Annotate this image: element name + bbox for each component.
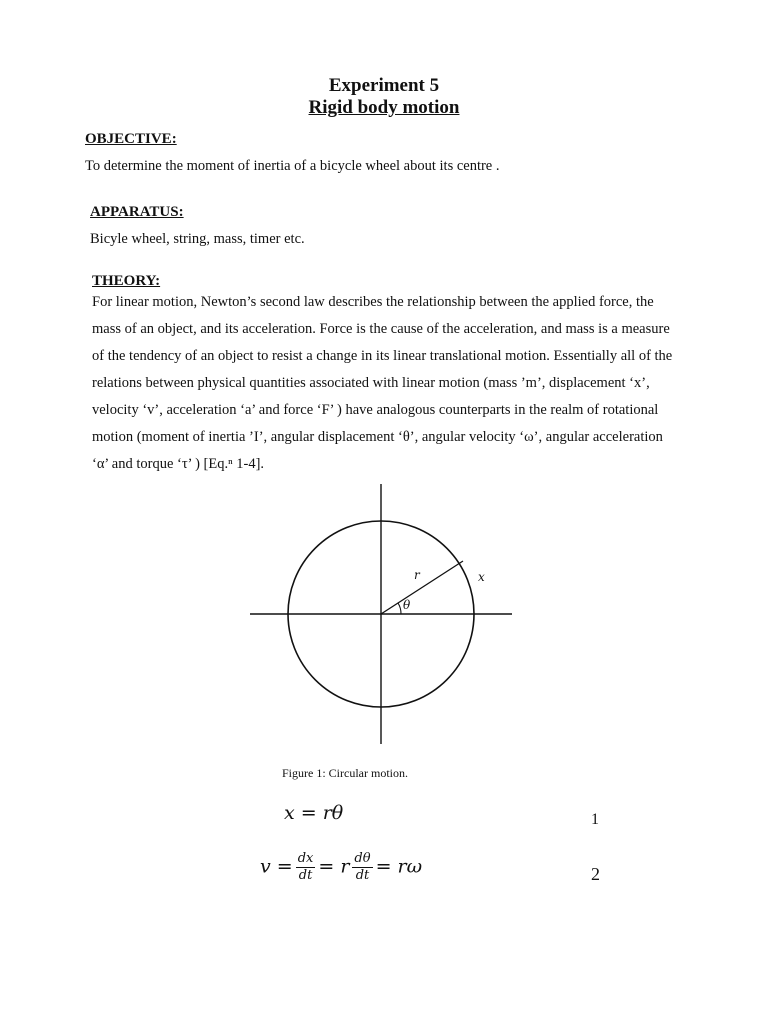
theory-line: motion (moment of inertia ’I’, angular displacement ‘θ’, angular velocity ‘ω’, angular acceleration [92,429,663,445]
equation-1-number: 1 [591,811,599,828]
equation-2-number: 2 [591,864,600,884]
theory-line: ‘α’ and torque ‘τ’ ) [Eq.ⁿ 1-4]. [92,456,265,472]
apparatus-text: Bicyle wheel, string, mass, timer etc. [90,231,305,247]
radius-line [381,561,463,614]
figure-caption: Figure 1: Circular motion. [282,766,408,780]
experiment-title: Experiment 5 [328,75,440,96]
angle-label: θ [403,598,411,612]
objective-heading: OBJECTIVE: [85,131,177,147]
experiment-subtitle: Rigid body motion [308,97,460,118]
theory-line: For linear motion, Newton’s second law describes the relationship between the applied force, the [92,294,654,310]
fraction-dtheta-dt: $\frac{d\theta}{dt}$ [354,851,371,883]
equation-2: v = $\frac{dx}{dt}$ = r $\frac{d\theta}{dt}$ = rω [260,851,423,883]
angle-arc [398,603,401,614]
theory-line: of the tendency of an object to resist a change in its linear translational motion. Essentially all of the [92,348,673,364]
apparatus-heading: APPARATUS: [90,204,184,220]
theory-heading: THEORY: [92,273,161,289]
radius-label: r [414,568,420,582]
theory-line: mass of an object, and its acceleration. Force is the cause of the acceleration, and mass is a measure [92,321,670,337]
theory-line: velocity ‘v’, acceleration ‘a’ and force ‘F’ ) have analogous counterparts in the realm of rotational [92,402,659,418]
arc-label: x [478,570,485,584]
theory-paragraph [92,289,712,478]
objective-text: To determine the moment of inertia of a bicycle wheel about its centre . [85,158,500,174]
fraction-dx-dt: $\frac{dx}{dt}$ [297,851,314,883]
equation-1: x = rθ [284,802,344,824]
theory-line: relations between physical quantities associated with linear motion (mass ’m’, displacement ‘x’, [92,375,650,391]
circular-motion-figure [250,484,515,746]
